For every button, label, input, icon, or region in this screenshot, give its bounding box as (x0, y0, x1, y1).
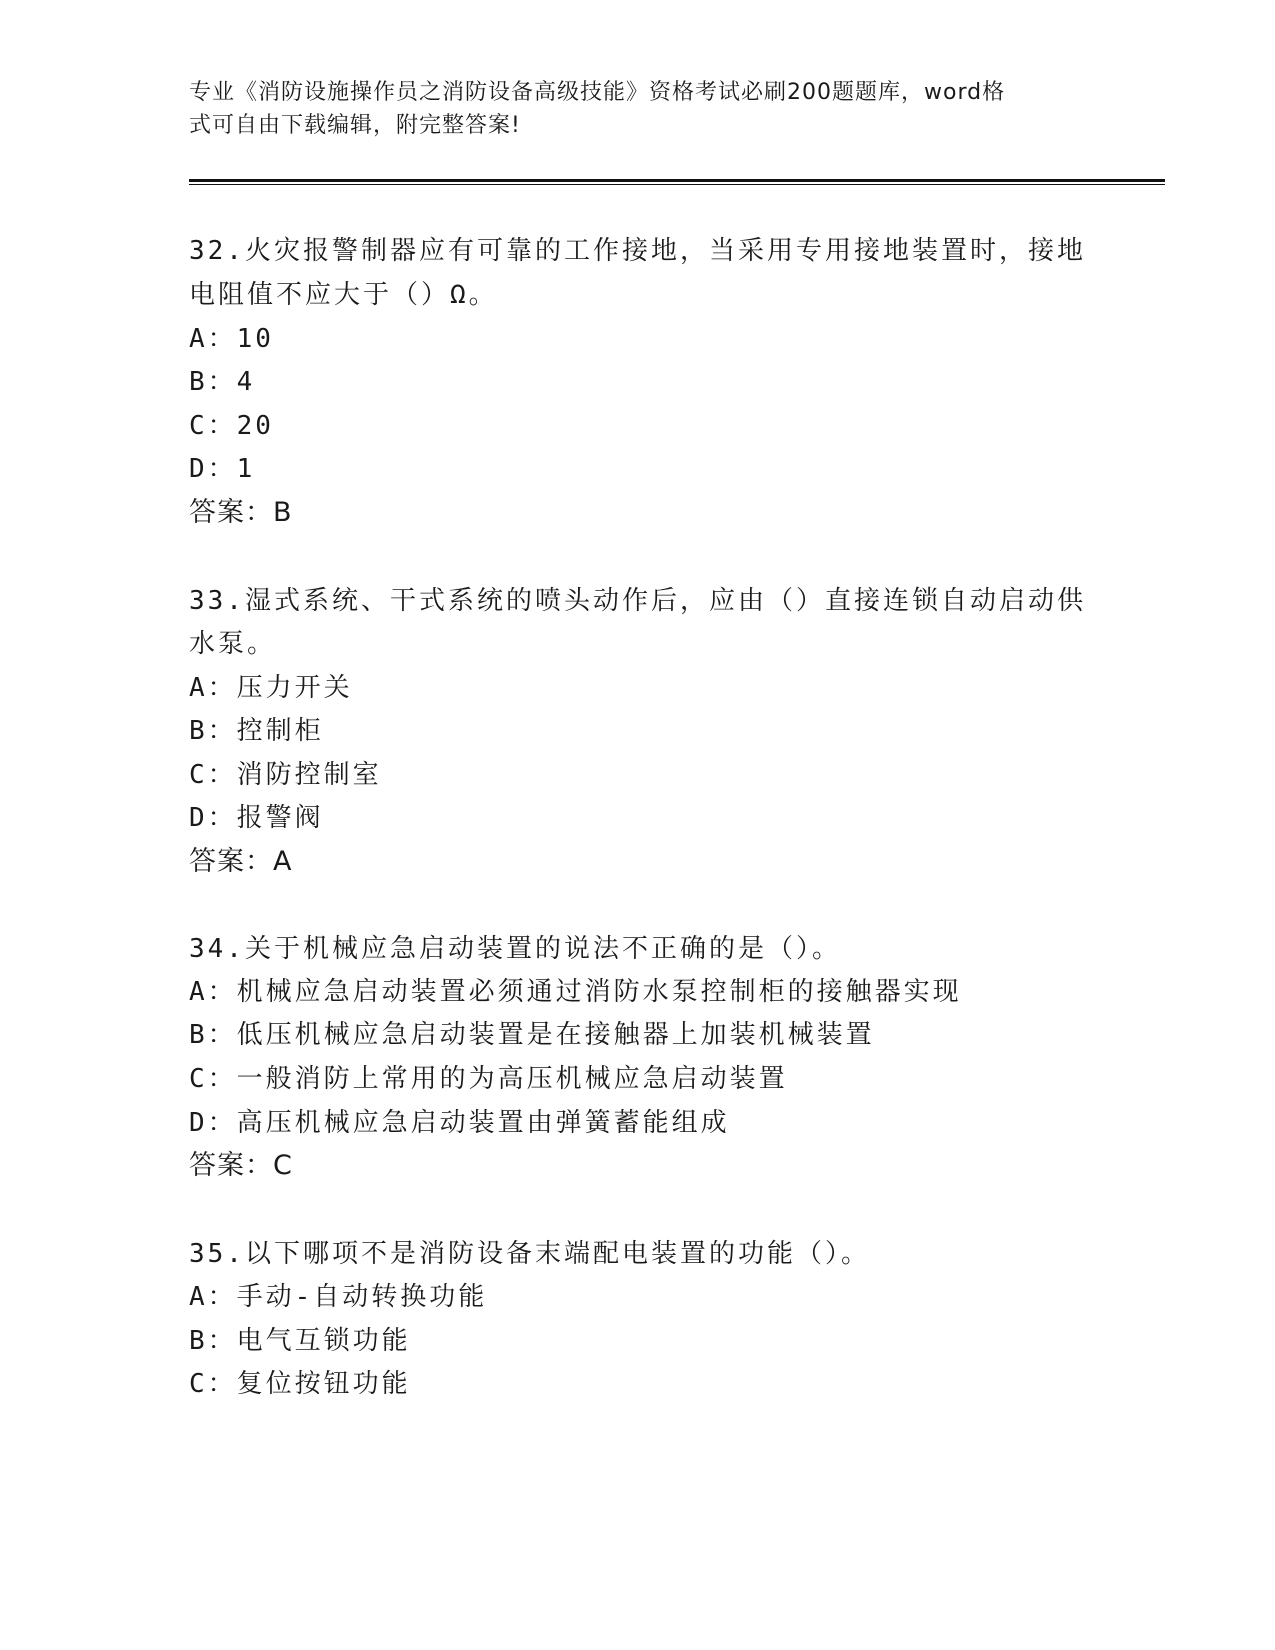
question-33-option-a: A：压力开关 (189, 673, 353, 703)
question-35-option-c: C：复位按钮功能 (189, 1369, 411, 1399)
question-33-option-d: D：报警阀 (189, 803, 324, 833)
question-32-option-b: B：4 (189, 367, 256, 397)
question-34-option-d: D：高压机械应急启动装置由弹簧蓄能组成 (189, 1108, 730, 1138)
question-35-option-b: B：电气互锁功能 (189, 1326, 411, 1356)
question-34-answer: 答案：C (189, 1150, 293, 1181)
question-35-stem-line-1: 35.以下哪项不是消防设备末端配电装置的功能（）。 (189, 1239, 870, 1269)
question-33-stem-line-2: 水泵。 (189, 629, 277, 659)
header-line-2: 式可自由下载编辑，附完整答案! (189, 113, 521, 138)
question-33-answer: 答案：A (189, 846, 293, 877)
question-34-option-c: C：一般消防上常用的为高压机械应急启动装置 (189, 1064, 788, 1094)
question-33-option-b: B：控制柜 (189, 716, 324, 746)
question-34-stem-line-1: 34.关于机械应急启动装置的说法不正确的是（）。 (189, 934, 841, 964)
question-34-option-a: A：机械应急启动装置必须通过消防水泵控制柜的接触器实现 (189, 977, 962, 1007)
question-32-answer: 答案：B (189, 497, 293, 528)
question-32-option-c: C：20 (189, 411, 274, 441)
question-32-option-d: D：1 (189, 454, 256, 484)
question-33-option-c: C：消防控制室 (189, 760, 382, 790)
header-divider-thin (189, 184, 1165, 185)
header-divider-thick (189, 179, 1165, 182)
question-34-option-b: B：低压机械应急启动装置是在接触器上加装机械装置 (189, 1020, 875, 1050)
question-32-stem-line-2: 电阻值不应大于（）Ω。 (189, 280, 498, 310)
question-32-stem-line-1: 32.火灾报警制器应有可靠的工作接地，当采用专用接地装置时，接地 (189, 236, 1086, 266)
document-header (189, 76, 1089, 142)
question-33-stem-line-1: 33.湿式系统、干式系统的喷头动作后，应由（）直接连锁自动启动供 (189, 586, 1086, 616)
header-line-1: 专业《消防设施操作员之消防设备高级技能》资格考试必刷200题题库，word格 (189, 80, 1006, 105)
question-32-option-a: A：10 (189, 324, 274, 354)
question-35-option-a: A：手动-自动转换功能 (189, 1282, 488, 1312)
